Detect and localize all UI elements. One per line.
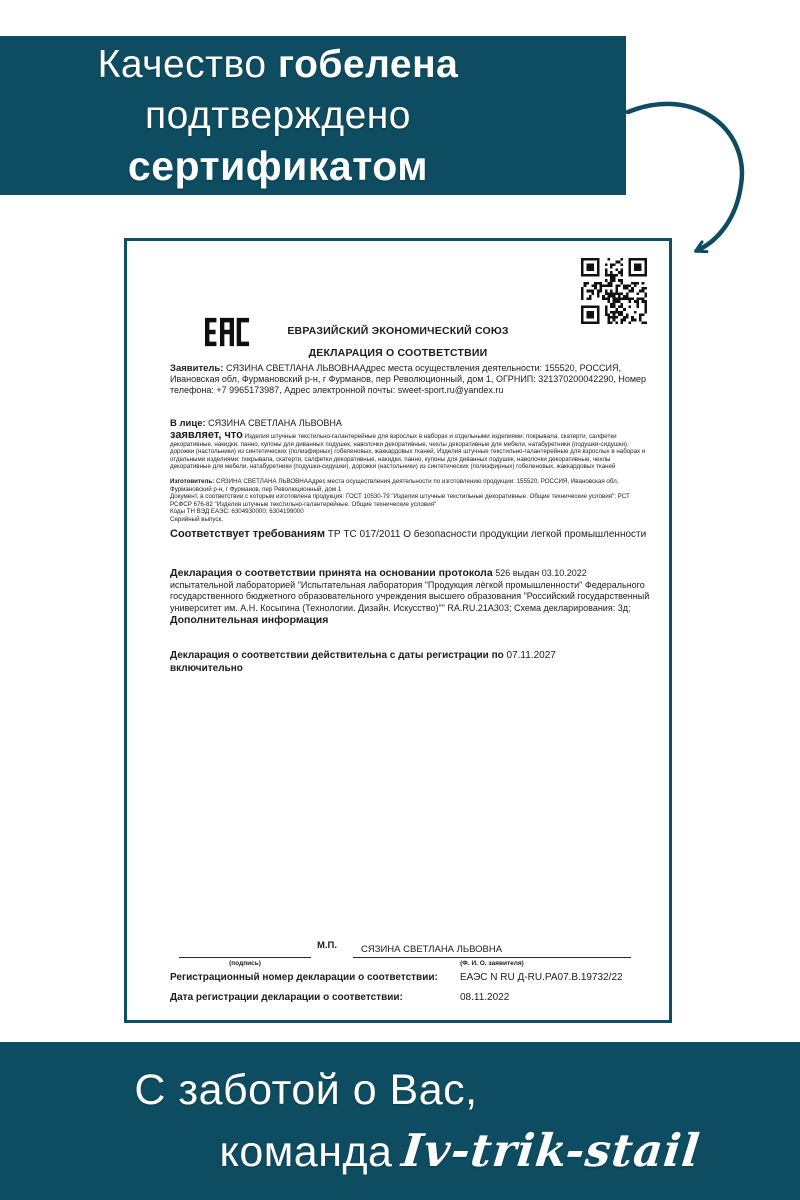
header-banner xyxy=(0,36,626,195)
certificate-title-union: ЕВРАЗИЙСКИЙ ЭКОНОМИЧЕСКИЙ СОЮЗ xyxy=(287,325,509,337)
protocol-paragraph xyxy=(170,568,652,614)
registration-date-row xyxy=(170,992,652,1003)
registration-number-row xyxy=(170,972,652,983)
registration-date-label: Дата регистрации декларации о соответствии: xyxy=(170,992,403,1003)
header-line1-regular: Качество xyxy=(97,43,278,86)
signer-name-caption: (Ф. И. О. заявителя) xyxy=(460,959,524,967)
header-line1-bold: гобелена xyxy=(277,43,459,86)
applicant-label: Заявитель: xyxy=(170,363,224,374)
brand-name: Iv-trik-stail xyxy=(399,1124,704,1177)
certificate xyxy=(124,238,672,1023)
header-line-1 xyxy=(0,39,556,90)
manufacturer-label: Изготовитель: xyxy=(170,478,215,485)
in-person-label: В лице: xyxy=(170,418,206,429)
manufacturer-paragraph xyxy=(170,478,652,523)
footer-team-text: команда xyxy=(219,1128,393,1176)
manufacturer-text: СЯЗИНА СВЕТЛАНА ЛЬВОВНААдрес места осуществления деятельности по изготовлению продукции: 155520, РОССИЯ, Ивановская обл, Фурмановский р-н, г Фурманов, пер Революционный, дом 1 xyxy=(170,478,619,493)
declares-label: заявляет, что xyxy=(170,429,243,441)
footer-line-1: С заботой о Вас, xyxy=(134,1066,478,1114)
signer-name: СЯЗИНА СВЕТЛАНА ЛЬВОВНА xyxy=(361,944,503,955)
protocol-label: Декларация о соответствии принята на основании протокола xyxy=(170,567,493,579)
registration-number-label: Регистрационный номер декларации о соответствии: xyxy=(170,972,438,983)
valid-suffix: включительно xyxy=(170,663,243,674)
footer-banner xyxy=(0,1042,800,1200)
signature-caption: (подпись) xyxy=(229,959,261,967)
valid-date: 07.11.2027 xyxy=(503,650,556,661)
valid-label: Декларация о соответствии действительна с даты регистрации по xyxy=(170,650,504,661)
signature-space xyxy=(179,943,311,957)
footer-line-2 xyxy=(150,1124,770,1177)
declares-paragraph xyxy=(170,429,652,471)
signer-name-block xyxy=(353,943,631,967)
certificate-title-declaration: ДЕКЛАРАЦИЯ О СООТВЕТСТВИИ xyxy=(308,347,488,359)
applicant-text: СЯЗИНА СВЕТЛАНА ЛЬВОВНААдрес места осуществления деятельности: 155520, РОССИЯ, Ивановская обл, Фурмановский р-н, г Фурманов, пер Революционный, дом 1, ОГРНИП: 321370200042290, Номер телефона: +7 9965173987, Адрес электронной почты: sweet-sport.ru@yandex.ru xyxy=(170,363,647,395)
registration-date-value: 08.11.2022 xyxy=(460,992,510,1003)
protocol-text: 526 выдан 03.10.2022 испытательной лабораторией "Испытательная лаборатория "Продукция лёгкой промышленности" Федерального государственного бюджетного образовательного учреждения высшего образования "Российский государственный университет им. А.Н. Косыгина (Технологии. Дизайн. Искусство)"" RA.RU.21А303; Схема декларирования: 3д; xyxy=(170,568,650,613)
complies-text: ТР ТС 017/2011 О безопасности продукции легкой промышленности xyxy=(325,529,647,540)
codes-text: Коды ТН ВЭД ЕАЭС: 6304930000; 6304199000 xyxy=(170,508,304,515)
declares-text: Изделия штучные текстильно-галантерейные для взрослых в наборах и отдельными изделиями: покрывала, скатерти, салфетки декоративные, накидки, панно, купоны для диванных подушек, наволочки декоративные, чехлы декоративные для мебели, натабуретники (подушки-сидушки), дорожки (настольники) из синтетических (полиэфирных) гобеленовых, жаккардовых тканей, Изделия штучные текстильно-галантерейные для взрослых в наборах и отдельными изделиями: покрывала, скатерти, салфетки декоративные, накидки, панно, купоны для диванных подушек, наволочки декоративные, чехлы декоративные для мебели, натабуретники (подушки-сидушки), дорожки (настольники) из синтетических (полиэфирных) гобеленовых, жаккардовых тканей xyxy=(170,433,646,470)
signature-block xyxy=(179,943,311,967)
stamp-place-label: М.П. xyxy=(317,940,338,951)
complies-label: Соответствует требованиям xyxy=(170,528,325,540)
qr-code-icon xyxy=(581,258,647,324)
header-line-3: сертификатом xyxy=(127,143,429,189)
additional-info-label: Дополнительная информация xyxy=(170,614,329,626)
document-text: Документ, в соответствии с которым изготовлена продукция: ГОСТ 10530-79 "Изделия штучные текстильные декоративные. Общие технические условия"; РСТ РСФСР 676-82 "Изделия штучные текстильно-галантерейные. Общие технические условия" xyxy=(170,493,630,508)
validity-paragraph xyxy=(170,649,652,675)
header-line-2: подтверждено xyxy=(145,94,411,137)
in-person-paragraph xyxy=(170,418,652,429)
applicant-paragraph xyxy=(170,363,652,396)
serial-text: Серийный выпуск, xyxy=(170,515,223,523)
complies-paragraph xyxy=(170,528,652,541)
in-person-text: СЯЗИНА СВЕТЛАНА ЛЬВОВНА xyxy=(205,418,342,428)
registration-number-value: ЕАЭС N RU Д-RU.РА07.В.19732/22 xyxy=(460,972,623,983)
